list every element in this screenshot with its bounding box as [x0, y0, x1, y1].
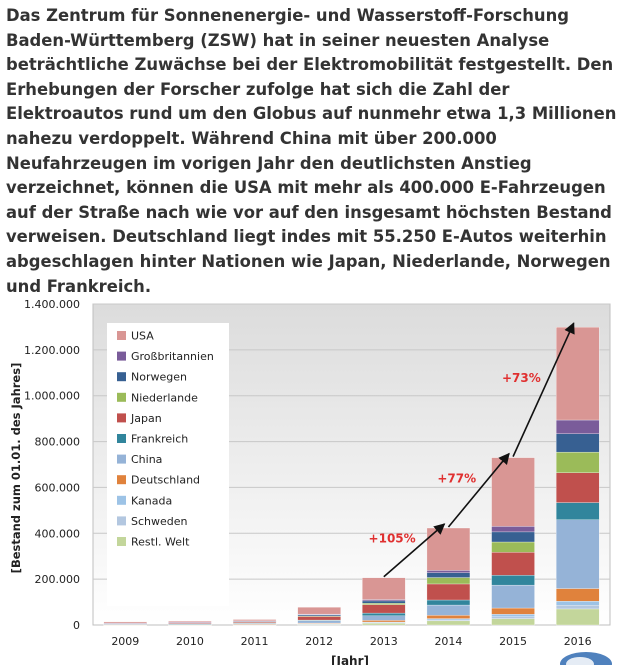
legend-box	[107, 323, 229, 606]
bar-segment	[556, 601, 599, 605]
bar-segment	[298, 607, 341, 614]
bar-segment	[233, 619, 276, 620]
stacked-bar-chart	[0, 292, 624, 665]
bar-segment	[492, 552, 535, 575]
bar-segment	[556, 434, 599, 452]
bar-segment	[556, 452, 599, 473]
legend-swatch	[117, 352, 126, 361]
y-tick-label: 0	[73, 619, 80, 632]
legend-swatch	[117, 434, 126, 443]
bar-segment	[427, 621, 470, 625]
y-tick-label: 400.000	[34, 527, 80, 541]
x-tick-label: 2009	[111, 635, 140, 648]
bar-segment	[427, 600, 470, 605]
bar-segment	[492, 617, 535, 619]
y-tick-label: 1.400.000	[24, 298, 80, 311]
bar-segment	[362, 601, 405, 603]
bar-segment	[427, 570, 470, 572]
y-tick-label: 1.000.000	[24, 389, 80, 403]
y-tick-labels	[24, 298, 80, 632]
bar-segment	[427, 619, 470, 620]
legend-swatch	[117, 413, 126, 422]
x-tick-label: 2013	[369, 635, 398, 648]
legend-swatch	[117, 455, 126, 464]
logo	[560, 652, 612, 665]
x-tick-label: 2014	[434, 635, 463, 648]
chart-container	[0, 292, 624, 665]
bar-segment	[427, 605, 470, 615]
bar-segment	[556, 473, 599, 503]
bar-segment	[362, 600, 405, 601]
bar-segment	[362, 603, 405, 604]
x-tick-label: 2016	[563, 635, 592, 648]
bar-segment	[427, 615, 470, 618]
legend-entry: Niederlande	[131, 391, 198, 405]
legend-entry: Großbritannien	[131, 350, 214, 364]
legend-swatch	[117, 372, 126, 381]
x-tick-label: 2011	[240, 635, 269, 648]
legend-entry: Frankreich	[131, 432, 189, 446]
legend-swatch	[117, 496, 126, 505]
bar-segment	[298, 615, 341, 616]
y-tick-label: 1.200.000	[24, 343, 80, 357]
bar-segment	[492, 575, 535, 585]
y-tick-label: 800.000	[34, 435, 80, 449]
x-tick-label: 2012	[305, 635, 334, 648]
y-tick-label: 200.000	[34, 573, 80, 587]
bar-segment	[492, 614, 535, 617]
bar-segment	[492, 532, 535, 542]
bar-segment	[556, 605, 599, 609]
bar-segment	[298, 621, 341, 623]
legend-entry: China	[131, 453, 163, 467]
legend-swatch	[117, 393, 126, 402]
bar-segment	[556, 609, 599, 625]
x-tick-label: 2010	[175, 635, 204, 648]
growth-label: +77%	[437, 471, 477, 486]
bar-segment	[427, 578, 470, 584]
bar-segment	[492, 619, 535, 625]
article-paragraph: Das Zentrum für Sonnenenergie- und Wasserstoff-Forschung Baden-Württemberg (ZSW) hat in seiner neuesten Analyse beträchtliche Zuwächse bei der Elektromobilität festgestellt. Den Erhebungen der Forscher zufolge hat sich die Zahl der Elektroautos rund um den Globus auf nunmehr etwa 1,3 Millionen nahezu verdoppelt. Während China mit über 200.000 Neufahrzeugen im vorigen Jahr den deutlichsten Anstieg verzeichnet, können die USA mit mehr als 400.000 E-Fahrzeugen auf der Straße nach wie vor auf den insgesamt höchsten Bestand verweisen. Deutschland liegt indes mit 55.250 E-Autos weiterhin abgeschlagen hinter Nationen wie Japan, Niederlande, Norwegen und Frankreich.	[6, 6, 617, 296]
growth-label: +105%	[368, 531, 416, 546]
bar-segment	[492, 542, 535, 552]
bar-segment	[556, 420, 599, 434]
legend-swatch	[117, 331, 126, 340]
legend-swatch	[117, 516, 126, 525]
x-tick-label: 2015	[499, 635, 528, 648]
bar-segment	[104, 622, 147, 623]
legend-entry: Deutschland	[131, 473, 201, 487]
bar-segment	[362, 578, 405, 600]
bar-segment	[427, 584, 470, 600]
bar-segment	[556, 327, 599, 420]
growth-label: +73%	[501, 370, 541, 385]
x-tick-labels	[111, 635, 591, 648]
bar-segment	[556, 503, 599, 520]
legend	[107, 323, 229, 606]
y-axis-label: [Bestand zum 01.01. des Jahres]	[9, 362, 23, 574]
bar-segment	[362, 613, 405, 616]
bar-segment	[168, 621, 211, 622]
legend-entry: Schweden	[131, 514, 188, 528]
bar-segment	[556, 589, 599, 602]
legend-entry: Japan	[131, 411, 162, 425]
x-axis-label: [Jahr]	[331, 654, 369, 665]
bar-segment	[362, 620, 405, 622]
bar-segment	[492, 526, 535, 532]
bar-segment	[362, 616, 405, 621]
legend-entry: Kanada	[131, 494, 173, 508]
legend-entry: Norwegen	[131, 370, 187, 384]
bar-segment	[492, 585, 535, 608]
bar-segment	[298, 616, 341, 620]
legend-entry: Restl. Welt	[131, 535, 190, 549]
y-tick-label: 600.000	[34, 481, 80, 495]
bar-segment	[492, 608, 535, 614]
bar-segment	[556, 520, 599, 589]
bar-segment	[362, 605, 405, 613]
legend-swatch	[117, 475, 126, 484]
bar-segment	[427, 573, 470, 578]
legend-entry: USA	[131, 329, 154, 343]
legend-swatch	[117, 537, 126, 546]
